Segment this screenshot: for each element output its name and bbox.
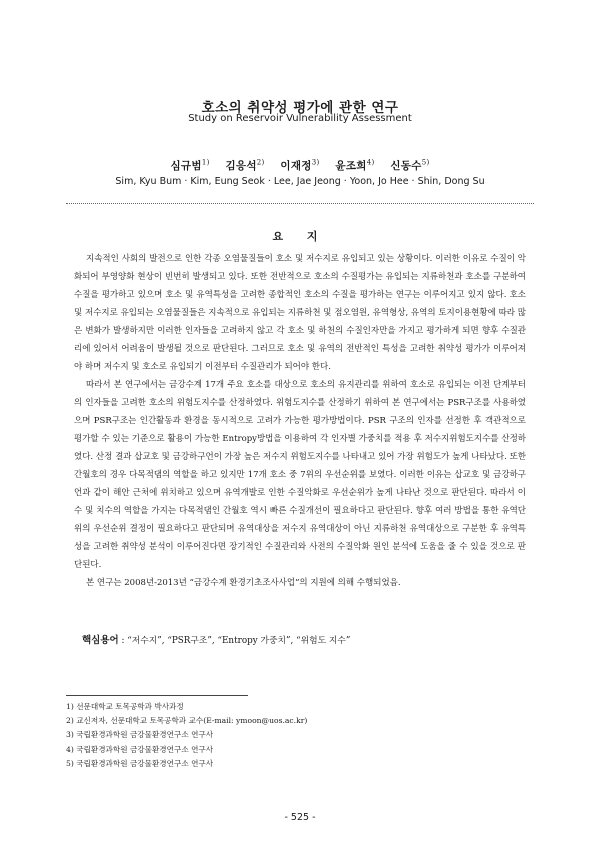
footnote: 4) 국립환경과학원 금강물환경연구소 연구사 — [66, 744, 214, 754]
author-footnote-mark: 2) — [256, 158, 265, 167]
paper-title-english: Study on Reservoir Vulnerability Assessment — [188, 113, 412, 124]
author-name: 신동수 — [390, 160, 422, 172]
author-footnote-mark: 1) — [201, 158, 210, 167]
author-footnote-mark: 5) — [421, 158, 430, 167]
abstract-paragraph: 따라서 본 연구에서는 금강수계 17개 주요 호소를 대상으로 호소의 유지관리를 위하여 호소로 유입되는 이전 단계부터의 인자들을 고려한 호소의 위험도지수를 산정하였다. 위험도지수를 산정하기 위하여 본 연구에서는 PSR구조를 사용하였으며 PSR구조는 인간활동과 환경을 동시적으로 고려가 가능한 평가방법이다. PSR 구조의 인자를 선정한 후 객관적으로 평가할 수 있는 기준으로 활용이 가능한 Entropy방법을 이용하여 각 인자별 가중치를 적용 후 저수지위험도지수를 산정하였다. 산정 결과 삽교호 및 금강하구언이 가장 높은 저수지 위험도지수를 나타내고 있어 가장 위험도가 높게 나타났다. 또한 간월호의 경우 다목적댐의 역할을 하고 있지만 17개 호소 중 7위의 우선순위를 보였다. 이러한 이유는 삽교호 및 금강하구언과 같이 해안 근처에 위치하고 있으며 유역개발로 인한 수질악화로 우선순위가 높게 나타난 것으로 판단된다. 따라서 이수 및 치수의 역할을 가지는 다목적댐인 간월호 역시 빠른 수질개선이 필요하다고 판단된다. 향후 여러 방법을 통한 유역단위의 우선순위 결정이 필요하다고 판단되며 유역대상을 저수지 유역대상이 아닌 지류하천 유역대상으로 구분한 후 유역특성을 고려한 취약성 분석이 이루어진다면 장기적인 수질관리와 사전의 수질악화 원인 분석에 도움을 줄 수 있을 것으로 판단된다. — [74, 380, 526, 570]
authors-english: Sim, Kyu Bum · Kim, Eung Seok · Lee, Jae Jeong · Yoon, Jo Hee · Shin, Dong Su — [115, 176, 485, 187]
footnote: 3) 국립환경과학원 금강물환경연구소 연구사 — [66, 730, 214, 740]
footnote: 2) 교신저자, 선문대학교 토목공학과 교수(E-mail: ymoon@uos.ac.kr) — [66, 716, 308, 726]
paper-title-korean: 호소의 취약성 평가에 관한 연구 — [201, 100, 399, 116]
keywords — [82, 632, 522, 646]
abstract-body — [74, 250, 526, 592]
footnote-rule — [66, 695, 248, 696]
author-footnote-mark: 4) — [366, 158, 375, 167]
keywords-text: : “저수지”, “PSR구조”, “Entropy 가중치”, “위험도 지수” — [118, 636, 351, 646]
abstract-heading: 요 지 — [272, 230, 328, 243]
author-footnote-mark: 3) — [311, 158, 320, 167]
section-divider — [66, 203, 534, 204]
author-name: 이재정 — [280, 160, 312, 172]
author-name: 심규범 — [170, 160, 202, 172]
keywords-label: 핵심용어 — [82, 635, 119, 646]
abstract-paragraph: 지속적인 사회의 발전으로 인한 각종 오염물질들이 호소 및 저수지로 유입되고 있는 상황이다. 이러한 이유로 수질이 악화되어 부영양화 현상이 빈번히 발생되고 있다. 또한 전반적으로 호소의 수질평가는 유입되는 지류하천과 호소를 구분하여 수질을 평가하고 있으며 호소 및 유역특성을 고려한 종합적인 호소의 수질을 평가하는 연구는 이루어지고 있지 않다. 호소 및 저수지로 유입되는 오염물질들은 지속적으로 유입되는 지류하천 및 점오염원, 유역형상, 유역의 토지이용현황에 따라 많은 변화가 발생하지만 이러한 인자들을 고려하지 않고 각 호소 및 하천의 수질인자만을 가지고 평가하게 되면 향후 수질관리에 있어서 어려움이 발생될 것으로 판단된다. 그러므로 호소 및 유역의 전반적인 특성을 고려한 취약성 평가가 이루어져야 하며 저수지 및 호소로 유입되기 이전부터 수질관리가 되어야 한다. — [74, 254, 526, 372]
footnote: 1) 선문대학교 토목공학과 박사과정 — [66, 702, 184, 711]
author-name: 윤조희 — [335, 160, 367, 172]
page-number: - 525 - — [284, 812, 316, 823]
footnote: 5) 국립환경과학원 금강물환경연구소 연구사 — [66, 758, 214, 768]
author-name: 김응석 — [225, 160, 257, 172]
authors-korean — [0, 158, 600, 173]
footnotes — [66, 700, 536, 771]
abstract-paragraph: 본 연구는 2008년-2013년 “금강수계 환경기초조사사업”의 지원에 의해 수행되었음. — [86, 578, 401, 588]
